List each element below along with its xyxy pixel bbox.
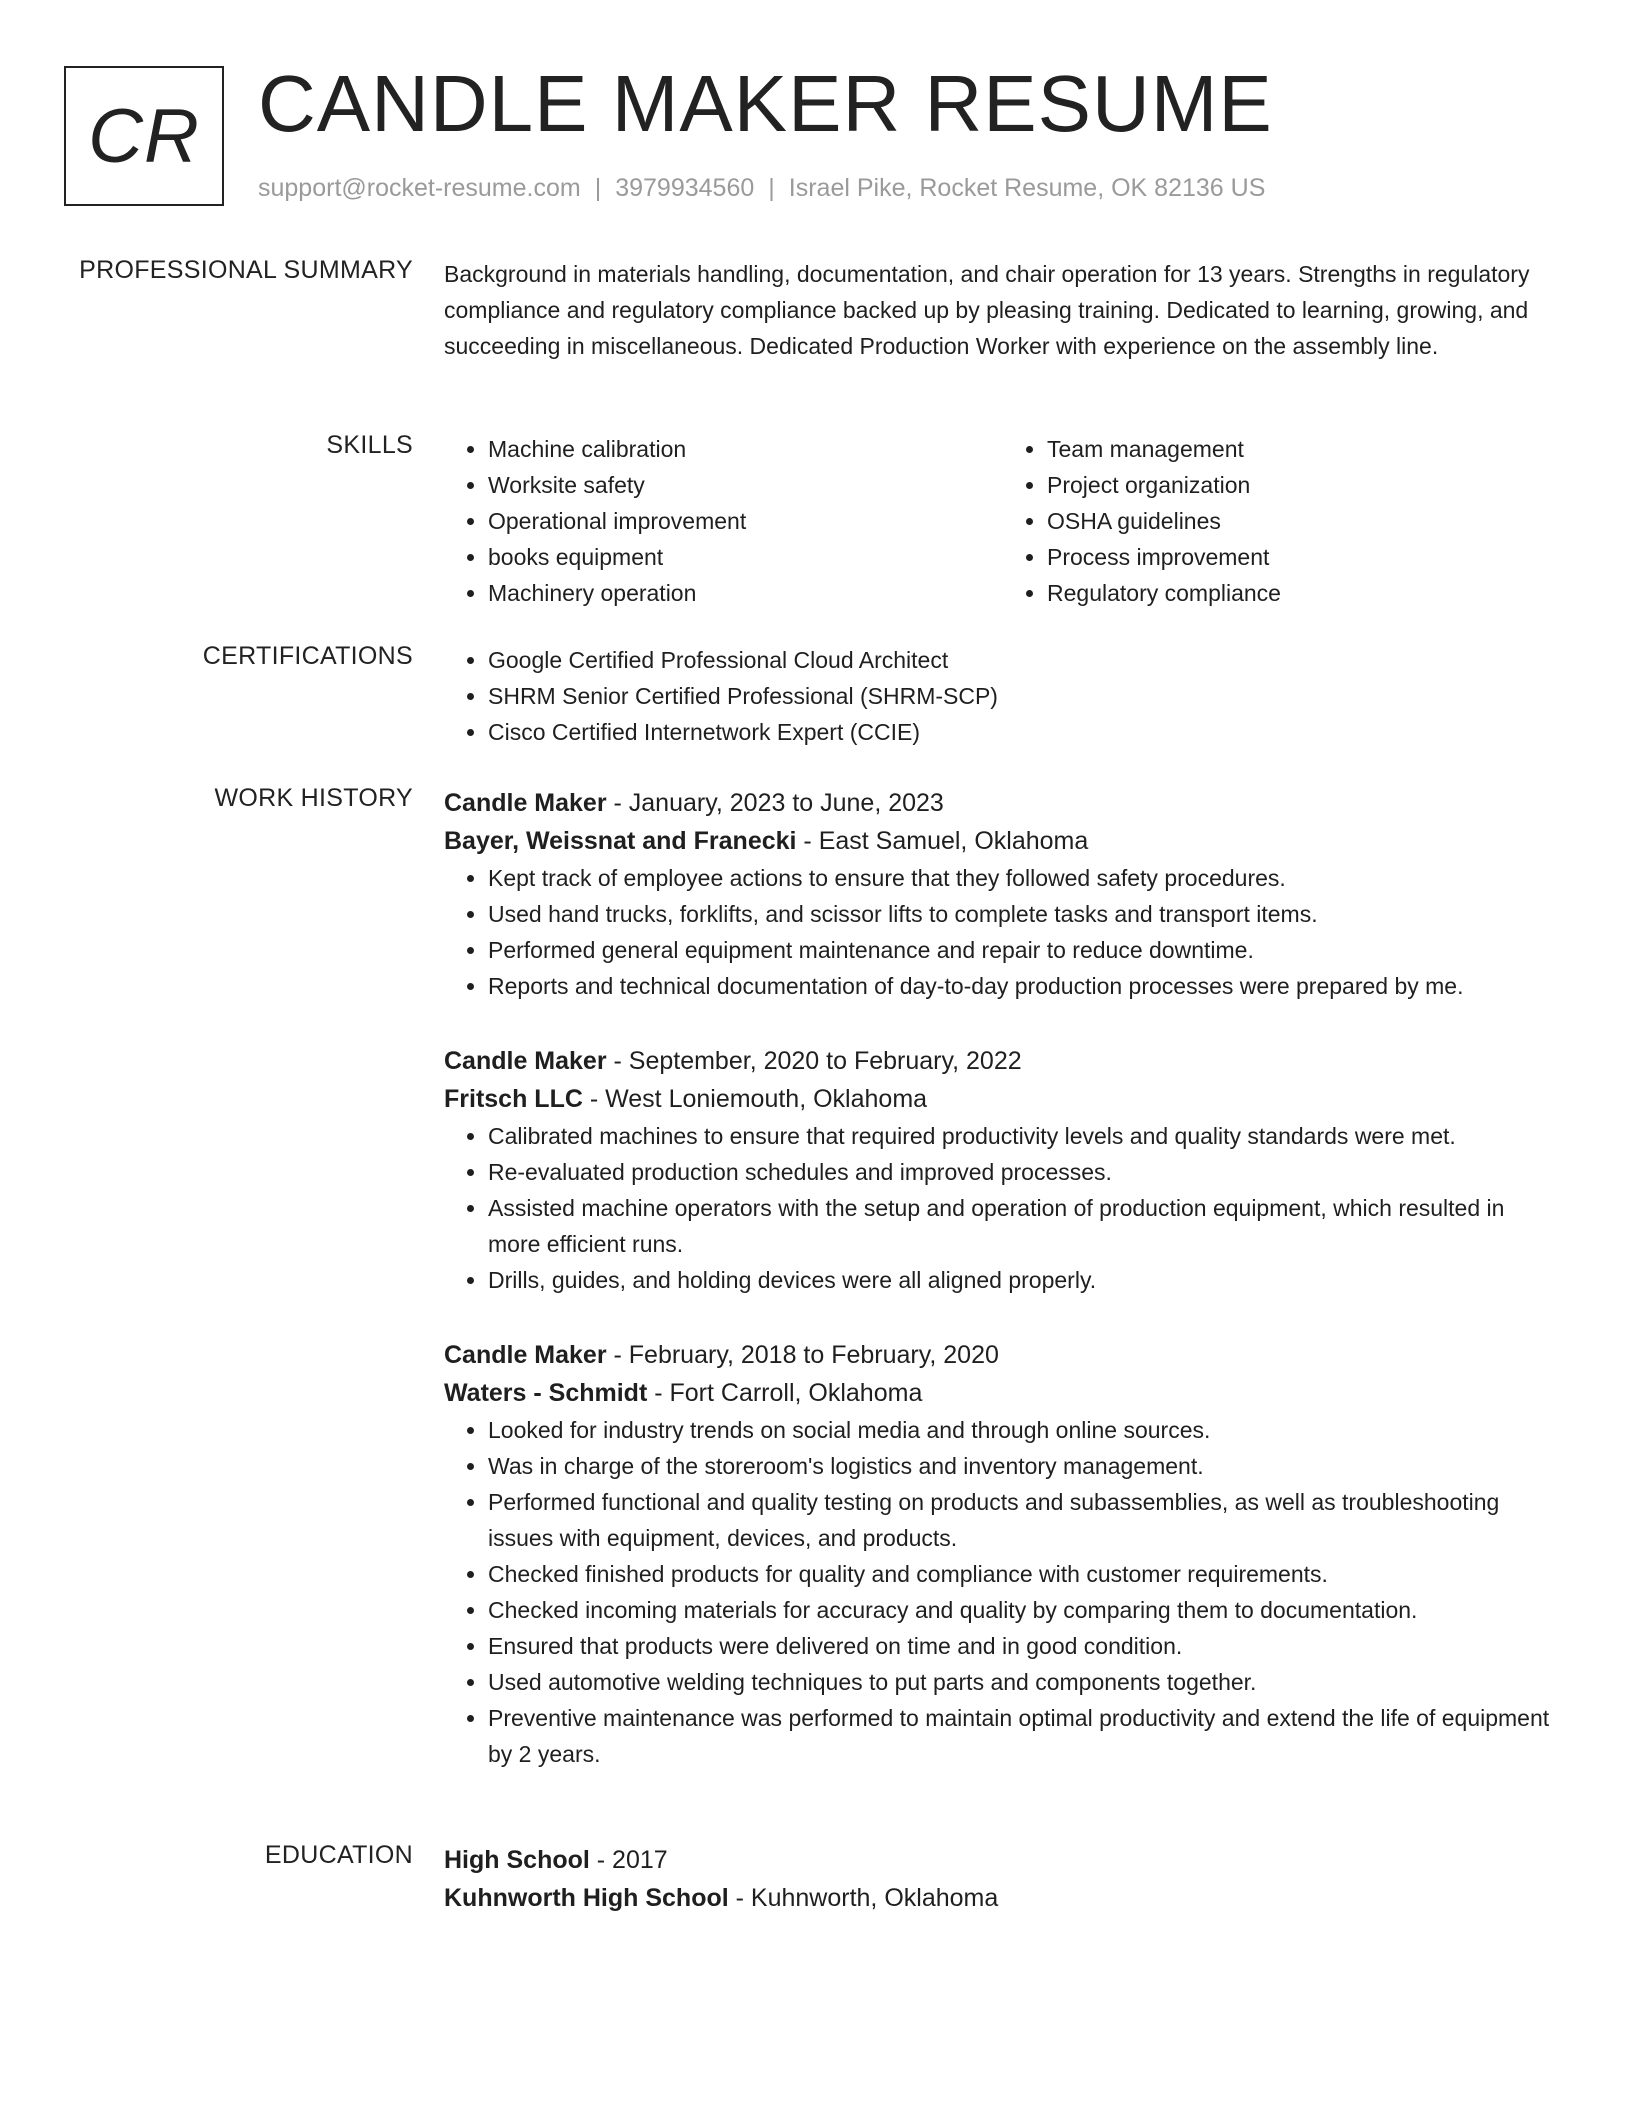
job-bullet: • Assisted machine operators with the setup and operation of production equipment, which resulted in more efficient runs. [488,1190,1562,1262]
job-title: Candle Maker [444,1047,607,1075]
skill-item: • Team management [1047,431,1562,467]
contact-separator: | [768,174,775,202]
job-entry [444,1042,1562,1298]
skill-item: • Project organization [1047,467,1562,503]
contact-phone: 3979934560 [615,174,755,202]
education-degree: High School [444,1846,590,1874]
job-dates: - February, 2018 to February, 2020 [606,1341,999,1369]
job-company-line [444,1080,1562,1118]
job-company-line [444,1374,1562,1412]
education-school-line [444,1879,1562,1917]
skill-item: • Process improvement [1047,539,1562,575]
skill-item: • Worksite safety [488,467,1003,503]
job-bullet: • Calibrated machines to ensure that required productivity levels and quality standards were met. [488,1118,1562,1154]
job-bullet: • Performed general equipment maintenance and repair to reduce downtime. [488,932,1562,968]
job-bullet: • Was in charge of the storeroom's logistics and inventory management. [488,1448,1562,1484]
job-bullet: • Checked incoming materials for accuracy and quality by comparing them to documentation. [488,1592,1562,1628]
job-bullet: • Reports and technical documentation of day-to-day production processes were prepared by me. [488,968,1562,1004]
job-title-line [444,1336,1562,1374]
summary-text: Background in materials handling, documentation, and chair operation for 13 years. Strengths in regulatory compliance and regulatory compliance backed up by pleasing training. Dedicated to learning, growing, and succeeding in miscellaneous. Dedicated Production Worker with experience on the assembly line. [444,261,1530,359]
certification-item: • Cisco Certified Internetwork Expert (CCIE) [488,714,1562,750]
monogram-badge: CR [64,66,224,206]
education-school: Kuhnworth High School [444,1884,729,1912]
resume-title: CANDLE MAKER RESUME [258,59,1273,148]
contact-line [258,174,1265,203]
job-entry [444,784,1562,1004]
section-label: EDUCATION [264,1841,413,1869]
job-bullet-list [444,860,1562,1004]
job-company: Fritsch LLC [444,1085,583,1113]
education-year: - 2017 [589,1846,668,1874]
job-bullet: • Checked finished products for quality and compliance with customer requirements. [488,1556,1562,1592]
certification-item: • SHRM Senior Certified Professional (SHRM-SCP) [488,678,1562,714]
job-company-line [444,822,1562,860]
certification-item: • Google Certified Professional Cloud Architect [488,642,1562,678]
skill-item: • Regulatory compliance [1047,575,1562,611]
certifications-body [444,642,1562,750]
skill-item: • books equipment [488,539,1003,575]
job-title-line [444,1042,1562,1080]
job-company: Waters - Schmidt [444,1379,648,1407]
skill-item: • Operational improvement [488,503,1003,539]
job-bullet: • Re-evaluated production schedules and improved processes. [488,1154,1562,1190]
section-label: SKILLS [326,431,413,459]
contact-address: Israel Pike, Rocket Resume, OK 82136 US [788,174,1266,202]
job-title-line [444,784,1562,822]
job-bullet-list [444,1118,1562,1298]
job-location: - Fort Carroll, Oklahoma [647,1379,923,1407]
job-bullet: • Used automotive welding techniques to put parts and components together. [488,1664,1562,1700]
certifications-list [444,642,1562,750]
education-body [444,1841,1562,1917]
job-dates: - January, 2023 to June, 2023 [606,789,944,817]
contact-email: support@rocket-resume.com [258,174,581,202]
job-entry [444,1336,1562,1772]
skill-item: • Machine calibration [488,431,1003,467]
job-bullet: • Kept track of employee actions to ensure that they followed safety procedures. [488,860,1562,896]
job-location: - West Loniemouth, Oklahoma [582,1085,928,1113]
job-bullet: • Looked for industry trends on social media and through online sources. [488,1412,1562,1448]
section-label: WORK HISTORY [214,784,413,812]
skills-body [444,431,1562,611]
job-bullet: • Drills, guides, and holding devices were all aligned properly. [488,1262,1562,1298]
job-bullet: • Used hand trucks, forklifts, and scissor lifts to complete tasks and transport items. [488,896,1562,932]
contact-separator: | [594,174,602,202]
job-location: - East Samuel, Oklahoma [796,827,1089,855]
skills-list-left [444,431,1003,611]
education-degree-line [444,1841,1562,1879]
job-bullet: • Performed functional and quality testing on products and subassemblies, as well as troubleshooting issues with equipment, devices, and products. [488,1484,1562,1556]
job-title: Candle Maker [444,789,607,817]
skill-item: • OSHA guidelines [1047,503,1562,539]
section-label: PROFESSIONAL SUMMARY [79,256,413,284]
job-bullet: • Preventive maintenance was performed to maintain optimal productivity and extend the life of equipment by 2 years. [488,1700,1562,1772]
job-bullet: • Ensured that products were delivered on time and in good condition. [488,1628,1562,1664]
job-bullet-list [444,1412,1562,1772]
job-title: Candle Maker [444,1341,607,1369]
skill-item: • Machinery operation [488,575,1003,611]
job-company: Bayer, Weissnat and Franecki [444,827,797,855]
skills-list-right [1003,431,1562,611]
education-location: - Kuhnworth, Oklahoma [728,1884,999,1912]
summary-body [444,256,1562,364]
work-history-body [444,784,1562,1772]
job-dates: - September, 2020 to February, 2022 [606,1047,1022,1075]
section-label: CERTIFICATIONS [202,642,413,670]
